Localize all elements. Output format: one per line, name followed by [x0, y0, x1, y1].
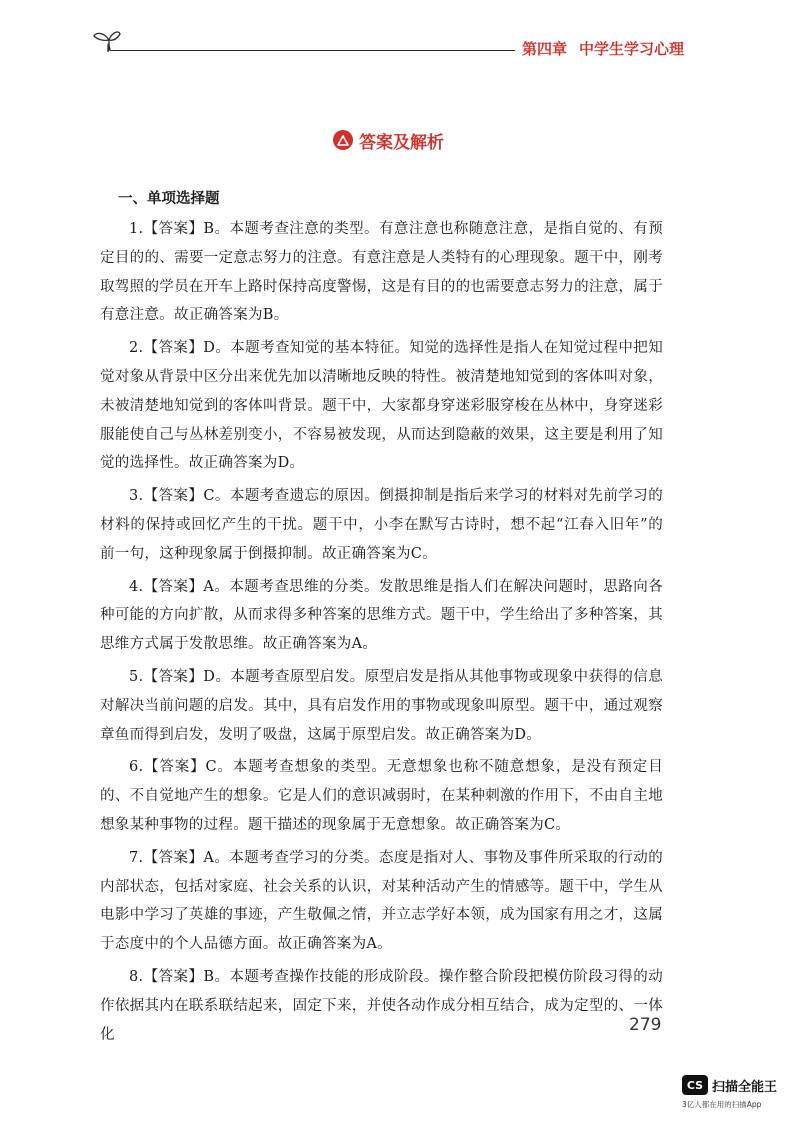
answer-paragraph: 5.【答案】D。本题考查原型启发。原型启发是指从其他事物或现象中获得的信息对解决当前问题的启发。其中，具有启发作用的事物或现象叫原型。题干中，通过观察章鱼而得到启发，发明了吸盘，这属于原型启发。故正确答案为D。 [100, 668, 663, 743]
chapter-heading [522, 38, 684, 59]
answer-paragraph: 6.【答案】C。本题考查想象的类型。无意想象也称不随意想象，是没有预定目的、不自觉地产生的想象。它是人们的意识减弱时，在某种刺激的作用下，不由自主地想象某种事物的过程。题干描述的现象属于无意想象。故正确答案为C。 [100, 759, 663, 833]
answer-paragraph: 7.【答案】A。本题考查学习的分类。态度是指对人、事物及事件所采取的行动的内部状态，包括对家庭、社会关系的认识，对某种活动产生的情感等。题干中，学生从电影中学习了英雄的事迹，产生敬佩之情，并立志学好本领，成为国家有用之才，这属于态度中的个人品德方面。故正确答案为A。 [100, 849, 663, 953]
answer-paragraph: 4.【答案】A。本题考查思维的分类。发散思维是指人们在解决问题时，思路向各种可能的方向扩散，从而求得多种答案的思维方式。题干中，学生给出了多种答案，其思维方式属于发散思维。故正确答案为A。 [100, 578, 663, 653]
answer-paragraph: 3.【答案】C。本题考查遗忘的原因。倒摄抑制是指后来学习的材料对先前学习的材料的保持或回忆产生的干扰。题干中，小李在默写古诗时，想不起“江春入旧年”的前一句，这种现象属于倒摄抑制。故正确答案为C。 [100, 488, 663, 562]
answer-paragraph: 1.【答案】B。本题考查注意的类型。有意注意也称随意注意，是指自觉的、有预定目的的、需要一定意志努力的注意。有意注意是人类特有的心理现象。题干中，刚考取驾照的学员在开车上路时保持高度警惕，这是有目的的也需要意志努力的注意，属于有意注意。故正确答案为B。 [100, 221, 663, 324]
subheading: 一、单项选择题 [118, 191, 220, 207]
chapter-number: 第四章 [522, 40, 568, 58]
scanner-watermark [682, 1075, 794, 1125]
watermark-app-name: 扫描全能王 [712, 1079, 778, 1095]
watermark-tagline: 3亿人都在用的扫描App [682, 1100, 762, 1109]
triangle-warning-icon [333, 130, 353, 150]
page-header [0, 0, 800, 70]
answer-paragraph: 2.【答案】D。本题考查知觉的基本特征。知觉的选择性是指人在知觉过程中把知觉对象从背景中区分出来优先加以清晰地反映的特性。被清楚地知觉到的客体叫对象，未被清楚地知觉到的客体叫背景。题干中，大家都身穿迷彩服穿梭在丛林中，身穿迷彩服能使自己与丛林差别变小，不容易被发现，从而达到隐蔽的效果，这主要是利用了知觉的选择性。故正确答案为D。 [100, 340, 663, 472]
page-number: 279 [629, 1015, 662, 1035]
answer-paragraph: 8.【答案】B。本题考查操作技能的形成阶段。操作整合阶段把模仿阶段习得的动作依据其内在联系联结起来，固定下来，并使各动作成分相互结合，成为定型的、一体化 [100, 968, 663, 1043]
camscanner-logo: CS [682, 1075, 708, 1095]
section-title [333, 128, 444, 152]
header-rule [110, 50, 515, 51]
section-title-text: 答案及解析 [359, 132, 444, 153]
answer-content [100, 188, 663, 1053]
chapter-title: 中学生学习心理 [579, 40, 685, 58]
